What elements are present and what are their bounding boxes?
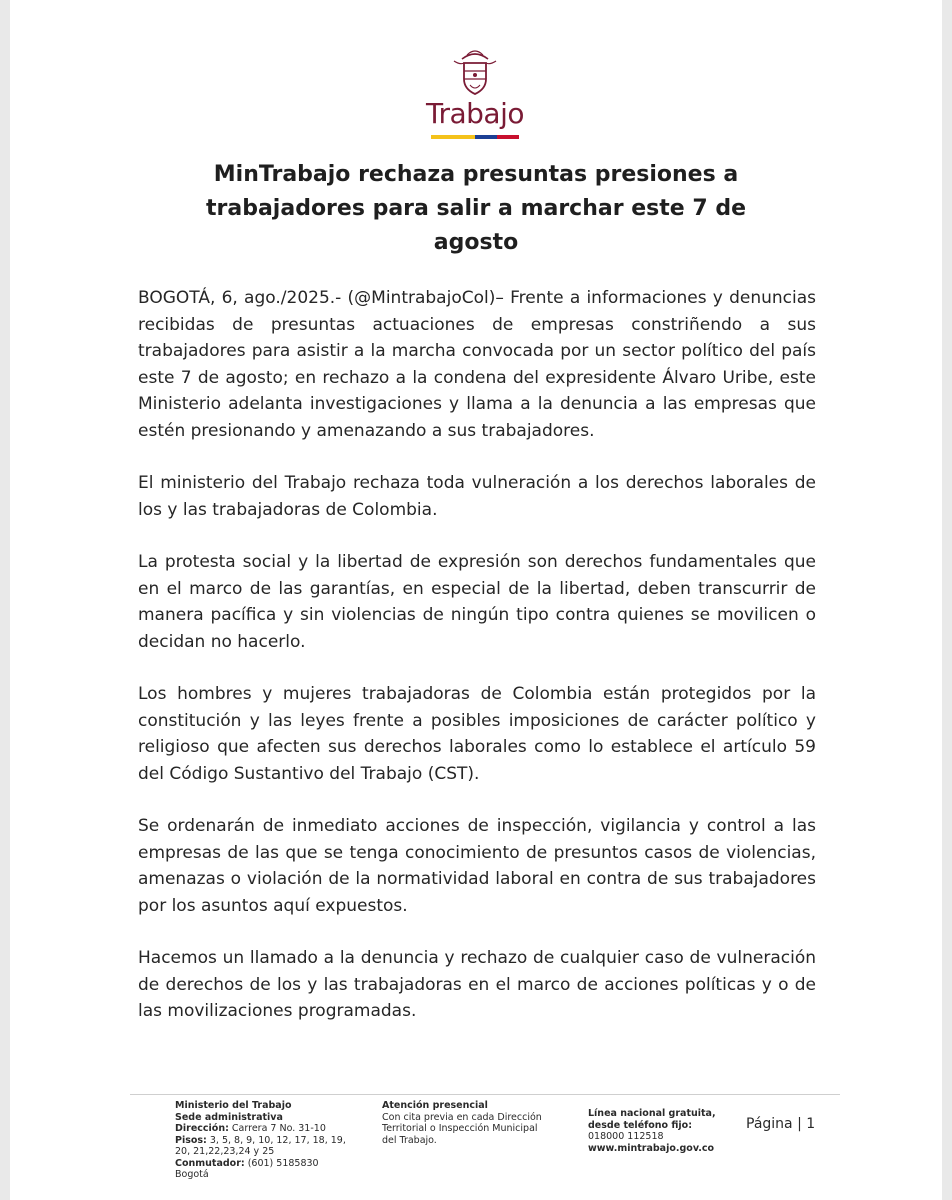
- title-line-1: MinTrabajo rechaza presuntas presiones a: [213, 162, 739, 187]
- footer-divider: [130, 1094, 840, 1095]
- footer-address: Dirección: Carrera 7 No. 31-10: [175, 1123, 326, 1134]
- footer-floors: Pisos: 3, 5, 8, 9, 10, 12, 17, 18, 19,: [175, 1134, 346, 1146]
- footer-switchboard: Conmutador: (601) 5185830: [175, 1157, 319, 1169]
- colombia-flag-stripe: [431, 135, 519, 139]
- footer-attention-line-1: Con cita previa en cada Dirección: [382, 1111, 542, 1123]
- footer-attention-line-3: del Trabajo.: [382, 1134, 437, 1146]
- page-number: Página | 1: [746, 1116, 816, 1132]
- paragraph-1: BOGOTÁ, 6, ago./2025.- (@MintrabajoCol)– Frente a informaciones y denuncias recibidas de presuntas actuaciones de empresas constriñendo a sus trabajadores para asistir a la marcha convocada por un sector político del país este 7 de agosto; en rechazo a la condena del expresidente Álvaro Uribe, este Ministerio adelanta investigaciones y llama a la denuncia a las empresas que estén presionando y amenazando a sus trabajadores.: [138, 288, 816, 441]
- document-page: [10, 0, 942, 1200]
- press-release-title: [160, 158, 792, 260]
- coat-of-arms-icon: [452, 45, 498, 97]
- footer-hotline-sub: desde teléfono fijo:: [588, 1119, 693, 1131]
- footer-hotline-number: 018000 112518: [588, 1131, 664, 1142]
- paragraph-6: Hacemos un llamado a la denuncia y rechazo de cualquier caso de vulneración de derechos de los y las trabajadoras en el marco de acciones políticas y o de las movilizaciones programadas.: [138, 948, 816, 1021]
- footer-attention-heading: Atención presencial: [382, 1100, 488, 1111]
- footer-org-name: Ministerio del Trabajo: [175, 1100, 292, 1111]
- footer-floors-cont: 20, 21,22,23,24 y 25: [175, 1146, 275, 1157]
- footer-contact-block: [588, 1108, 748, 1154]
- logo-wordmark: Trabajo: [426, 97, 524, 130]
- title-line-2: trabajadores para salir a marchar este 7 de: [206, 196, 746, 221]
- footer-hotline-label: Línea nacional gratuita,: [588, 1108, 716, 1119]
- footer-attention-block: [382, 1100, 582, 1146]
- footer-attention-line-2: Territorial o Inspección Municipal: [382, 1123, 538, 1134]
- paragraph-2: El ministerio del Trabajo rechaza toda vulneración a los derechos laborales de los y las trabajadoras de Colombia.: [138, 473, 816, 520]
- right-page-edge: [942, 0, 952, 1200]
- paragraph-3: La protesta social y la libertad de expresión son derechos fundamentales que en el marco de las garantías, en especial de la libertad, deben transcurrir de manera pacífica y sin violencias de ningún tipo contra quienes se movilicen o decidan no hacerlo.: [138, 552, 816, 652]
- left-page-edge: [0, 0, 10, 1200]
- paragraph-5: Se ordenarán de inmediato acciones de inspección, vigilancia y control a las empresas de las que se tenga conocimiento de presuntos casos de violencias, amenazas o violación de la normatividad laboral en contra de sus trabajadores por los asuntos aquí expuestos.: [138, 816, 816, 916]
- footer-city: Bogotá: [175, 1169, 209, 1180]
- ministry-logo: [415, 45, 535, 139]
- press-release-body: [138, 285, 816, 1051]
- footer-seat: Sede administrativa: [175, 1111, 283, 1123]
- title-line-3: agosto: [433, 230, 519, 255]
- footer-address-block: [175, 1100, 375, 1181]
- paragraph-4: Los hombres y mujeres trabajadoras de Colombia están protegidos por la constitución y las leyes frente a posibles imposiciones de carácter político y religioso que afecten sus derechos laborales como lo establece el artículo 59 del Código Sustantivo del Trabajo (CST).: [138, 684, 816, 784]
- footer-website-link[interactable]: www.mintrabajo.gov.co: [588, 1142, 715, 1154]
